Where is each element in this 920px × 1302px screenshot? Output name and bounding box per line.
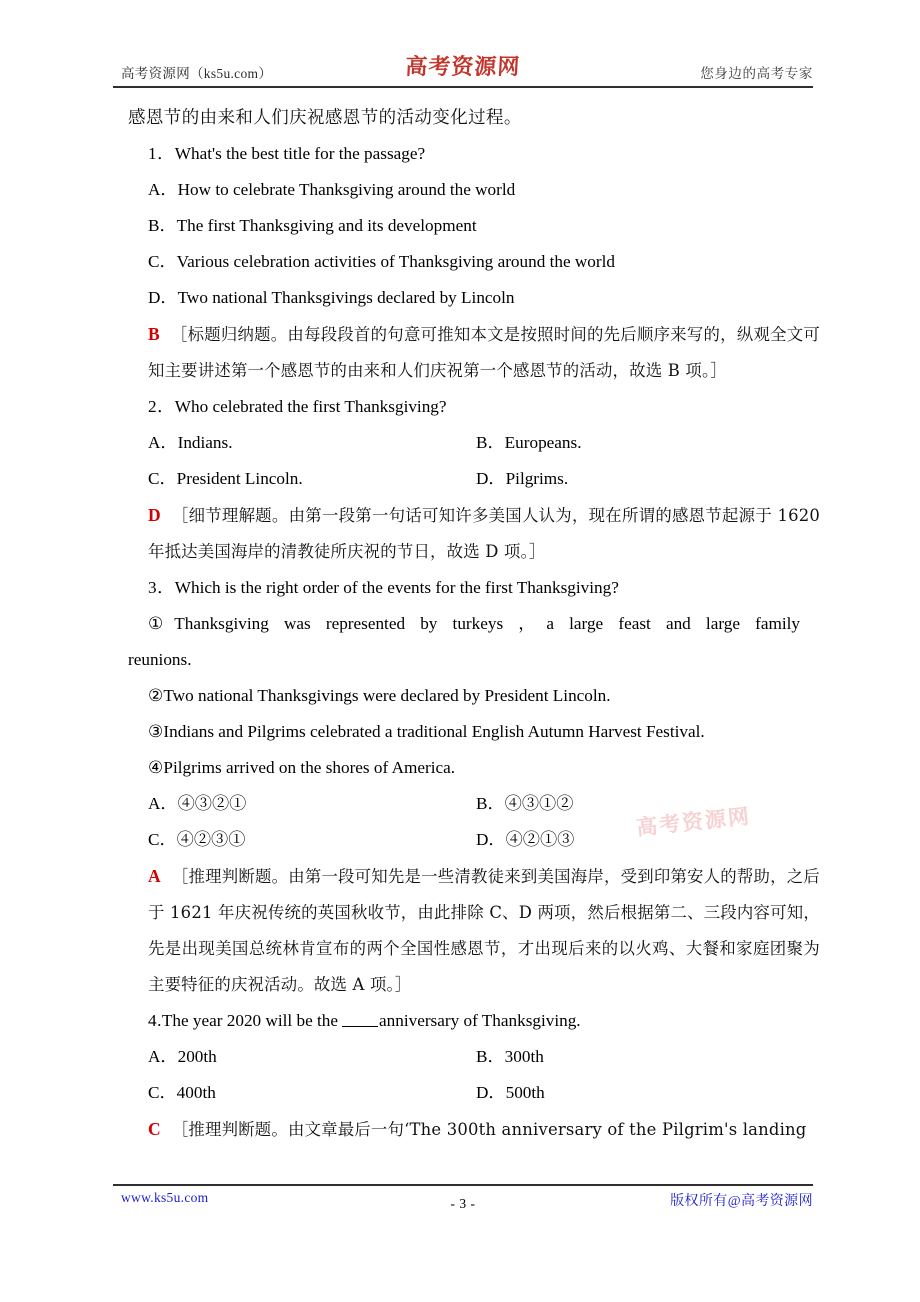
question-1-text: What's the best title for the passage? bbox=[174, 144, 426, 163]
header-site-name: 高考资源网（ks5u.com） bbox=[121, 66, 273, 81]
option-label: D． bbox=[476, 830, 506, 849]
question-1-explanation bbox=[128, 316, 820, 389]
option-text: 200th bbox=[177, 1047, 217, 1066]
question-1-explanation-text: ［标题归纳题。由每段段首的句意可推知本文是按照时间的先后顺序来写的，纵观全文可知主要讲述第一个感恩节的由来和人们庆祝第一个感恩节的活动，故选 B 项。］ bbox=[148, 325, 820, 380]
question-3-statement-4: ④Pilgrims arrived on the shores of America. bbox=[148, 758, 456, 777]
option-label: C． bbox=[148, 469, 177, 488]
lead-paragraph: 感恩节的由来和人们庆祝感恩节的活动变化过程。 bbox=[128, 108, 522, 128]
option-label: D． bbox=[476, 1083, 506, 1102]
question-3-explanation-text: ［推理判断题。由第一段可知先是一些清教徒来到美国海岸，受到印第安人的帮助，之后于 1621 年庆祝传统的英国秋收节，由此排除 C、D 两项，然后根据第二、三段内容可知，先是出现美国总统林肯宣布的两个全国性感恩节，才出现后来的以火鸡、大餐和家庭团聚为主要特征的庆祝活动。故选 A 项。］ bbox=[148, 867, 820, 994]
footer-divider bbox=[113, 1184, 813, 1186]
page-footer bbox=[113, 1190, 813, 1216]
footer-copyright: 版权所有@高考资源网 bbox=[670, 1194, 813, 1209]
question-1-answer-letter: B bbox=[148, 324, 160, 344]
document-body bbox=[128, 100, 820, 1148]
answer-blank bbox=[342, 1013, 378, 1027]
option-label: C． bbox=[148, 830, 177, 849]
question-3-statement-1: ①Thanksgiving was represented by turkeys ，a large feast and large family bbox=[148, 614, 800, 633]
option-text: ④③①② bbox=[504, 794, 574, 813]
question-2-explanation-text: ［细节理解题。由第一段第一句话可知许多美国人认为，现在所谓的感恩节起源于 1620 年抵达美国海岸的清教徒所庆祝的节日，故选 D 项。］ bbox=[148, 506, 820, 561]
option-label: D． bbox=[476, 469, 506, 488]
question-4-answer-letter: C bbox=[148, 1119, 161, 1139]
question-1-number: 1． bbox=[148, 144, 175, 163]
question-4-option-c[interactable] bbox=[148, 1083, 216, 1102]
option-label: C． bbox=[148, 252, 177, 271]
question-4-number: 4. bbox=[148, 1011, 162, 1030]
page-watermark: 高考资源网 bbox=[635, 803, 753, 840]
option-text: Indians. bbox=[177, 433, 233, 452]
question-2-option-b[interactable] bbox=[476, 425, 582, 461]
option-text: Two national Thanksgivings declared by Lincoln bbox=[177, 288, 515, 307]
header-slogan: 您身边的高考专家 bbox=[700, 66, 813, 81]
option-label: A． bbox=[148, 180, 178, 199]
question-2-stem bbox=[128, 389, 800, 425]
question-4-explanation bbox=[128, 1111, 820, 1148]
header-logo: 高考资源网 bbox=[404, 54, 522, 80]
question-4-options-row-2 bbox=[128, 1075, 800, 1111]
question-4-option-a[interactable] bbox=[148, 1047, 217, 1066]
question-4-option-d[interactable] bbox=[476, 1075, 545, 1111]
question-3-options-row-2 bbox=[128, 822, 800, 858]
option-text: Various celebration activities of Thanksgiving around the world bbox=[176, 252, 615, 271]
question-3-option-b[interactable] bbox=[476, 786, 573, 822]
footer-website-link[interactable]: www.ks5u.com bbox=[121, 1190, 209, 1205]
option-text: 400th bbox=[176, 1083, 216, 1102]
question-3-answer-letter: A bbox=[148, 866, 161, 886]
question-1-option-c[interactable] bbox=[128, 244, 800, 280]
page-header bbox=[113, 48, 813, 88]
question-4-options-row-1 bbox=[128, 1039, 800, 1075]
question-3-text: Which is the right order of the events for the first Thanksgiving? bbox=[174, 578, 619, 597]
option-text: 300th bbox=[504, 1047, 544, 1066]
question-3-explanation bbox=[128, 858, 820, 1003]
question-1-option-a[interactable] bbox=[128, 172, 800, 208]
option-text: President Lincoln. bbox=[176, 469, 303, 488]
question-3-statement-2: ②Two national Thanksgivings were declared by President Lincoln. bbox=[148, 686, 611, 705]
option-text: ④②③① bbox=[176, 830, 246, 849]
question-2-option-a[interactable] bbox=[148, 433, 233, 452]
option-label: A． bbox=[148, 794, 178, 813]
question-2-number: 2． bbox=[148, 397, 175, 416]
question-3-options-row-1 bbox=[128, 786, 800, 822]
option-text: How to celebrate Thanksgiving around the world bbox=[177, 180, 516, 199]
option-label: B． bbox=[148, 216, 177, 235]
question-4-text-before: The year 2020 will be the bbox=[161, 1011, 339, 1030]
header-divider bbox=[113, 86, 813, 88]
option-text: Pilgrims. bbox=[505, 469, 569, 488]
question-2-option-c[interactable] bbox=[148, 469, 303, 488]
question-4-text-after: anniversary of Thanksgiving. bbox=[379, 1011, 581, 1030]
question-3-statement-1-continued: reunions. bbox=[128, 650, 192, 669]
question-3-option-c[interactable] bbox=[148, 830, 245, 849]
question-2-text: Who celebrated the first Thanksgiving? bbox=[174, 397, 447, 416]
option-label: B． bbox=[476, 433, 505, 452]
question-3-number: 3． bbox=[148, 578, 175, 597]
question-1-option-b[interactable] bbox=[128, 208, 800, 244]
option-label: B． bbox=[476, 794, 505, 813]
question-4-explanation-text: ［推理判断题。由文章最后一句‘The 300th anniversary of the Pilgrim's landing bbox=[171, 1120, 807, 1139]
question-2-options-row-2 bbox=[128, 461, 800, 497]
option-text: ④②①③ bbox=[505, 830, 575, 849]
question-2-option-d[interactable] bbox=[476, 461, 568, 497]
question-3-option-a[interactable] bbox=[148, 794, 246, 813]
option-text: ④③②① bbox=[177, 794, 247, 813]
question-4-option-b[interactable] bbox=[476, 1039, 544, 1075]
option-text: Europeans. bbox=[504, 433, 582, 452]
question-2-explanation bbox=[128, 497, 820, 570]
option-label: C． bbox=[148, 1083, 177, 1102]
option-text: The first Thanksgiving and its development bbox=[176, 216, 477, 235]
question-3-option-d[interactable] bbox=[476, 822, 574, 858]
option-label: A． bbox=[148, 433, 178, 452]
question-1-option-d[interactable] bbox=[128, 280, 800, 316]
option-label: A． bbox=[148, 1047, 178, 1066]
question-2-options-row-1 bbox=[128, 425, 800, 461]
option-label: D． bbox=[148, 288, 178, 307]
option-text: 500th bbox=[505, 1083, 545, 1102]
question-2-answer-letter: D bbox=[148, 505, 161, 525]
question-3-stem bbox=[128, 570, 800, 606]
option-label: B． bbox=[476, 1047, 505, 1066]
page-number: - 3 - bbox=[450, 1196, 476, 1211]
question-3-statement-3: ③Indians and Pilgrims celebrated a traditional English Autumn Harvest Festival. bbox=[148, 722, 705, 741]
question-4-stem bbox=[128, 1003, 800, 1039]
question-1-stem bbox=[128, 136, 800, 172]
